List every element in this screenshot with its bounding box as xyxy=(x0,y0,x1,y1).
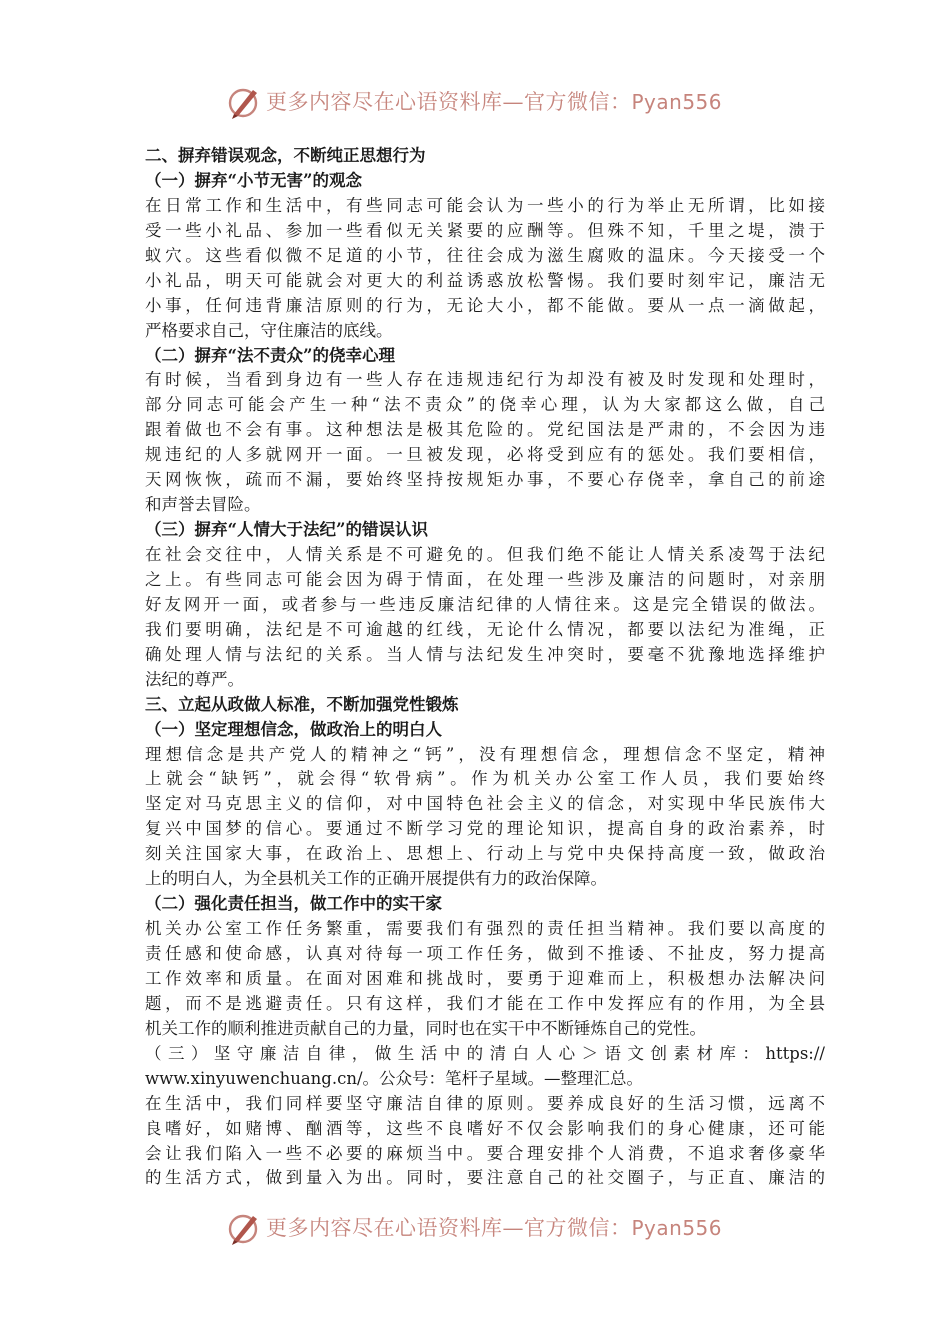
paragraph-line: 在社会交往中，人情关系是不可避免的。但我们绝不能让人情关系凌驾于法纪 xyxy=(145,545,825,564)
section-heading: （一）坚定理想信念，做政治上的明白人 xyxy=(145,719,442,739)
paragraph-line: 确处理人情与法纪的关系。当人情与法纪发生冲突时，要毫不犹豫地选择维护 xyxy=(145,644,825,664)
paragraph-line: 在日常工作和生活中，有些同志可能会认为一些小的行为举止无所谓，比如接 xyxy=(145,195,825,215)
paragraph-line: 和声誉去冒险。 xyxy=(145,495,261,515)
paragraph-line: 天网恢恢，疏而不漏，要始终坚持按规矩办事，不要心存侥幸，拿自己的前途 xyxy=(145,470,825,490)
section-heading: （三）摒弃“人情大于法纪”的错误认识 xyxy=(145,520,428,540)
paragraph-line: 小事，任何违背廉洁原则的行为，无论大小，都不能做。要从一点一滴做起， xyxy=(145,295,825,315)
paragraph-line: 蚁穴。这些看似微不足道的小节，往往会成为滋生腐败的温床。今天接受一个 xyxy=(145,245,825,265)
section-heading: （一）摒弃“小节无害”的观念 xyxy=(145,170,362,190)
paragraph-line: 规违纪的人多就网开一面。一旦被发现，必将受到应有的惩处。我们要相信， xyxy=(145,445,825,465)
paragraph-line: 受一些小礼品、参加一些看似无关紧要的应酬等。但殊不知，千里之堤，溃于 xyxy=(145,220,825,240)
paragraph-line: 题，而不是逃避责任。只有这样，我们才能在工作中发挥应有的作用，为全县 xyxy=(145,993,825,1013)
paragraph-line: 严格要求自己，守住廉洁的底线。 xyxy=(145,320,393,340)
section-heading: （二）强化责任担当，做工作中的实干家 xyxy=(145,894,442,914)
paragraph-line: 责任感和使命感，认真对待每一项工作任务，做到不推诿、不扯皮，努力提高 xyxy=(145,944,825,963)
paragraph-line: 有时候，当看到身边有一些人存在违规违纪行为却没有被及时发现和处理时， xyxy=(145,370,825,390)
document-body xyxy=(145,144,825,1191)
pen-logo-icon xyxy=(226,1210,262,1246)
paragraph-line: 的生活方式，做到量入为出。同时，要注意自己的社交圈子，与正直、廉洁的 xyxy=(145,1168,825,1188)
paragraph-line: 我们要明确，法纪是不可逾越的红线，无论什么情况，都要以法纪为准绳，正 xyxy=(145,619,825,639)
footer-watermark-banner xyxy=(0,1208,950,1248)
section-heading: 三、立起从政做人标准，不断加强党性锻炼 xyxy=(145,694,459,714)
paragraph-line: 机关办公室工作任务繁重，需要我们有强烈的责任担当精神。我们要以高度的 xyxy=(145,919,825,939)
paragraph-line: www.xinyuwenchuang.cn/。公众号：笔杆子星域。—整理汇总。 xyxy=(145,1068,644,1088)
banner-text: 更多内容尽在心语资料库—官方微信：Pyan556 xyxy=(266,90,723,114)
paragraph-line: 刻关注国家大事，在政治上、思想上、行动上与党中央保持高度一致，做政治 xyxy=(145,844,825,864)
section-heading: （二）摒弃“法不责众”的侥幸心理 xyxy=(145,345,395,365)
paragraph-line: 上就会“缺钙”，就会得“软骨病”。作为机关办公室工作人员，我们要始终 xyxy=(145,769,825,789)
paragraph-line: 跟着做也不会有事。这种想法是极其危险的。党纪国法是严肃的，不会因为违 xyxy=(145,420,825,440)
paragraph-line: 工作效率和质量。在面对困难和挑战时，要勇于迎难而上，积极想办法解决问 xyxy=(145,968,825,988)
paragraph-line: 复兴中国梦的信心。要通过不断学习党的理论知识，提高自身的政治素养，时 xyxy=(145,819,825,839)
paragraph-line: 上的明白人，为全县机关工作的正确开展提供有力的政治保障。 xyxy=(145,869,607,889)
paragraph-line: 之上。有些同志可能会因为碍于情面，在处理一些涉及廉洁的问题时，对亲朋 xyxy=(145,569,825,589)
paragraph-line: 小礼品，明天可能就会对更大的利益诱惑放松警惕。我们要时刻牢记，廉洁无 xyxy=(145,270,825,290)
banner-text: 更多内容尽在心语资料库—官方微信：Pyan556 xyxy=(266,1216,723,1240)
paragraph-line: （三）坚守廉洁自律，做生活中的清白人心＞语文创素材库：https:// xyxy=(145,1043,825,1063)
paragraph-line: 良嗜好，如赌博、酗酒等，这些不良嗜好不仅会影响我们的身心健康，还可能 xyxy=(145,1118,825,1138)
paragraph-line: 机关工作的顺利推进贡献自己的力量，同时也在实干中不断锤炼自己的党性。 xyxy=(145,1018,706,1038)
paragraph-line: 坚定对马克思主义的信仰，对中国特色社会主义的信念，对实现中华民族伟大 xyxy=(145,794,825,814)
pen-logo-icon xyxy=(226,84,262,120)
section-heading: 二、摒弃错误观念，不断纯正思想行为 xyxy=(145,146,426,165)
paragraph-line: 会让我们陷入一些不必要的麻烦当中。要合理安排个人消费，不追求奢侈豪华 xyxy=(145,1143,825,1163)
paragraph-line: 部分同志可能会产生一种“法不责众”的侥幸心理，认为大家都这么做，自己 xyxy=(145,395,825,415)
paragraph-line: 法纪的尊严。 xyxy=(145,669,244,689)
paragraph-line: 在生活中，我们同样要坚守廉洁自律的原则。要养成良好的生活习惯，远离不 xyxy=(145,1093,825,1113)
header-watermark-banner xyxy=(0,82,950,122)
paragraph-line: 理想信念是共产党人的精神之“钙”，没有理想信念，理想信念不坚定，精神 xyxy=(145,744,825,764)
paragraph-line: 好友网开一面，或者参与一些违反廉洁纪律的人情往来。这是完全错误的做法。 xyxy=(145,594,825,614)
